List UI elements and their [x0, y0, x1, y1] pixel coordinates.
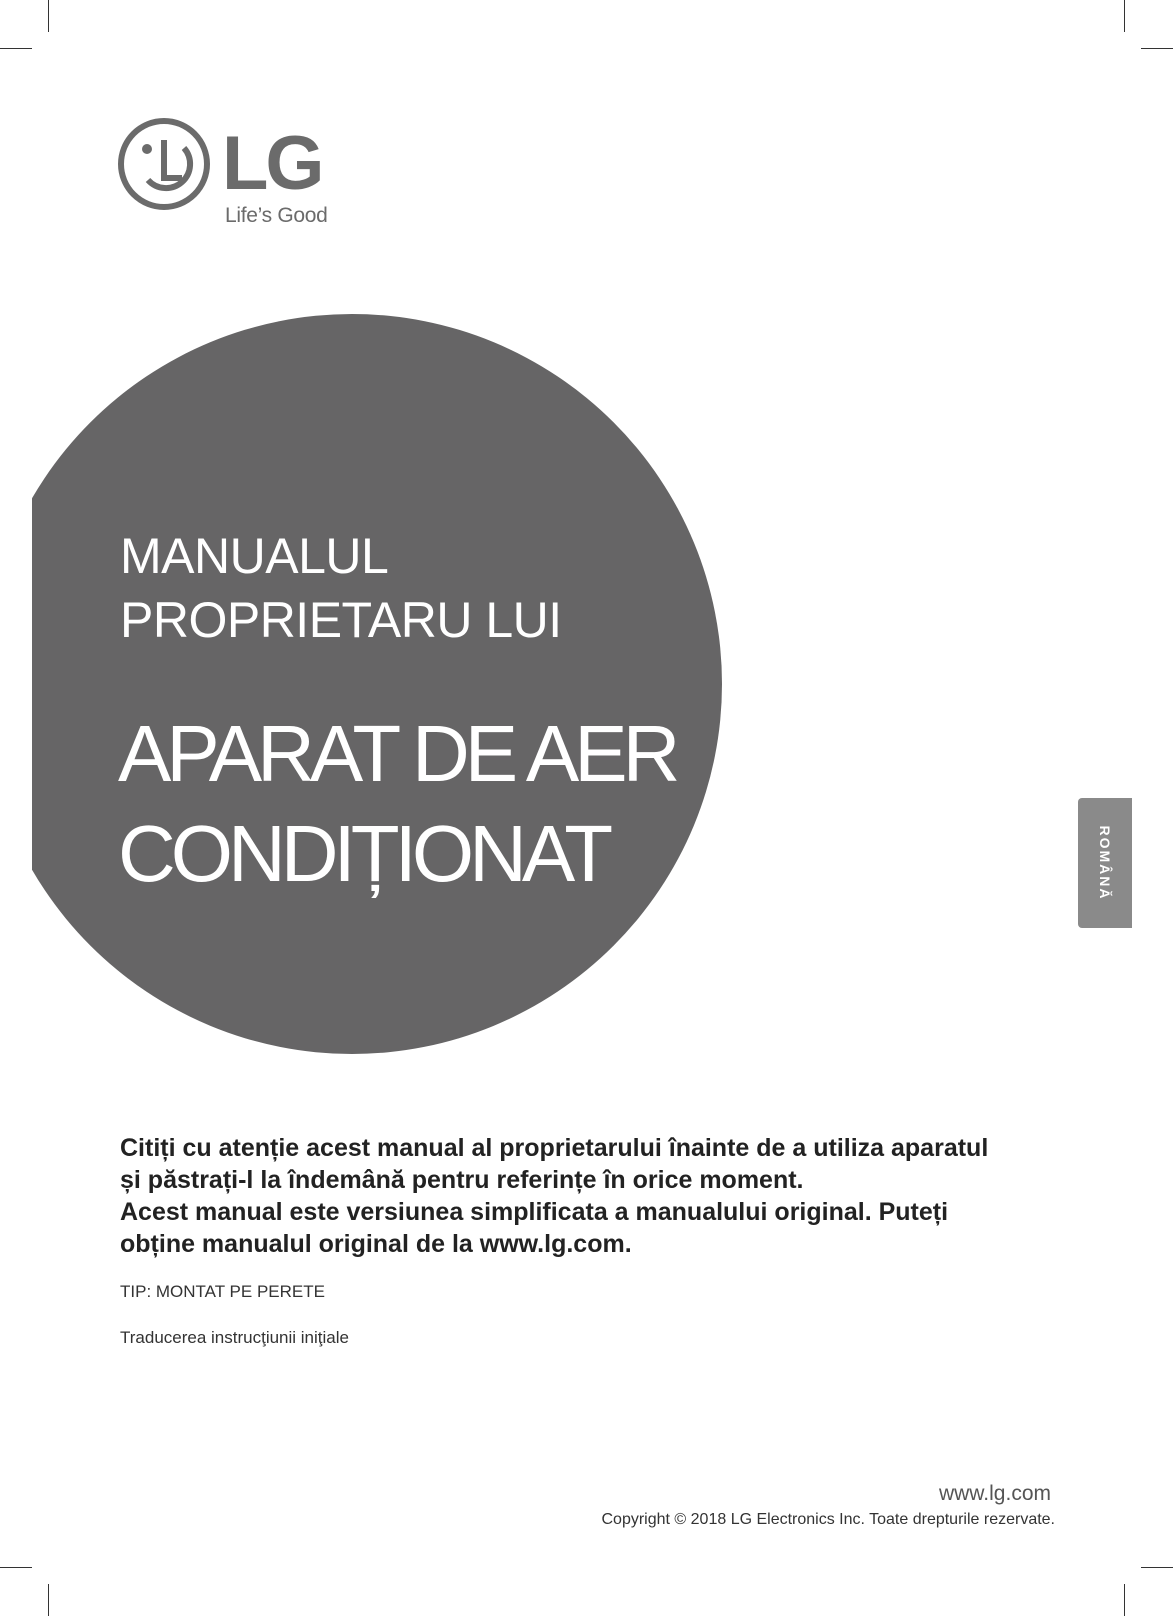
language-tab-label: ROMÂNĂ — [1097, 825, 1113, 901]
notice-line-2: și păstrați-l la îndemână pentru referințe în orice moment. — [120, 1166, 804, 1194]
copyright-notice: Copyright © 2018 LG Electronics Inc. Toate drepturile rezervate. — [601, 1511, 1055, 1528]
title-line-1: APARAT DE AER — [118, 709, 676, 798]
lg-logo — [118, 118, 358, 238]
crop-mark-bottom-left-horizontal — [0, 1567, 32, 1568]
logo-wordmark: LG — [222, 121, 322, 206]
subtitle-line-1: MANUALUL — [120, 528, 389, 584]
installation-type: TIP: MONTAT PE PERETE — [120, 1282, 325, 1301]
crop-mark-bottom-right-vertical — [1124, 1584, 1125, 1616]
notice-line-4: obține manualul original de la www.lg.com. — [120, 1230, 632, 1258]
translation-note: Traducerea instrucţiunii iniţiale — [120, 1328, 349, 1347]
manual-subtitle — [120, 524, 562, 652]
crop-mark-top-left-vertical — [48, 0, 49, 32]
title-line-2: CONDIȚIONAT — [118, 809, 609, 898]
cover-circle — [32, 314, 722, 1054]
crop-mark-top-right-vertical — [1124, 0, 1125, 32]
logo-tagline: Life’s Good — [225, 204, 328, 227]
crop-mark-top-right-horizontal — [1141, 48, 1173, 49]
crop-mark-bottom-left-vertical — [48, 1584, 49, 1616]
website-link[interactable]: www.lg.com — [938, 1482, 1051, 1505]
notice-text — [120, 1132, 1060, 1260]
language-tab — [1078, 798, 1132, 928]
crop-mark-top-left-horizontal — [0, 48, 32, 49]
cover-circle-area — [32, 314, 732, 1054]
crop-mark-bottom-right-horizontal — [1141, 1567, 1173, 1568]
subtitle-line-2: PROPRIETARU LUI — [120, 592, 562, 648]
notice-line-3: Acest manual este versiunea simplificata a manualului original. Puteți — [120, 1198, 949, 1226]
product-title — [118, 704, 675, 904]
notice-line-1: Citiți cu atenție acest manual al proprietarului înainte de a utiliza aparatul — [120, 1134, 989, 1162]
lg-face-icon — [118, 118, 210, 210]
